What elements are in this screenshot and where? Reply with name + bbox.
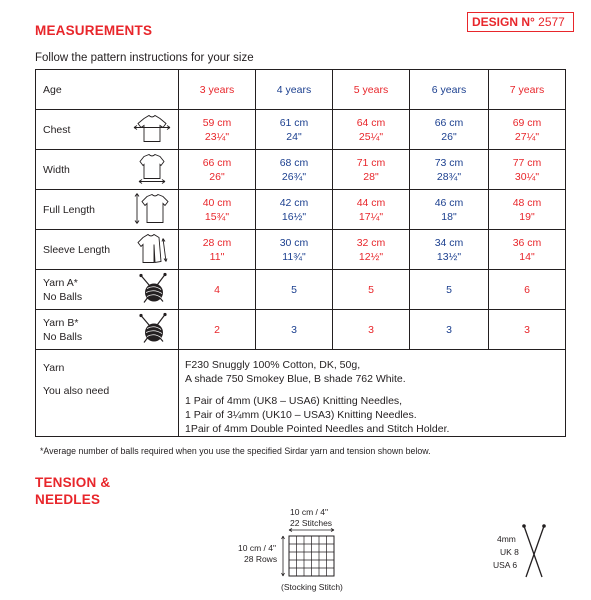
row-label: Sleeve Length: [43, 243, 111, 256]
needle-uk-label: UK 8: [500, 547, 519, 557]
cm-value: 28 cm: [202, 236, 232, 249]
cm-value: 71 cm: [356, 156, 386, 169]
cm-value: 77 cm: [512, 156, 542, 169]
cm-value: 42 cm: [279, 196, 309, 209]
cm-value: 40 cm: [202, 196, 232, 209]
design-label: DESIGN N°: [472, 15, 535, 29]
cm-value: 59 cm: [202, 116, 232, 129]
cm-value: 44 cm: [356, 196, 386, 209]
design-number-box: [467, 12, 574, 32]
age-cell: 3 years: [179, 70, 256, 110]
inch-value: 14": [519, 250, 535, 263]
age-cell: 4 years: [256, 70, 333, 110]
inch-value: 30¼": [514, 170, 540, 183]
chest-row: [36, 110, 566, 150]
yarn-ball-icon: [135, 311, 171, 348]
inch-value: 15¾": [204, 210, 230, 223]
inch-value: 13½": [436, 250, 462, 263]
inch-value: 28¾": [436, 170, 462, 183]
yarn-count: 3: [256, 310, 333, 350]
row-label: Yarn A*: [43, 276, 78, 289]
inch-value: 25¼": [358, 130, 384, 143]
length-diagram-icon: [133, 191, 171, 228]
yarn-count: 6: [489, 270, 566, 310]
row-sublabel: No Balls: [43, 330, 83, 343]
inch-value: 28": [363, 170, 379, 183]
age-cell: 6 years: [410, 70, 489, 110]
cm-value: 61 cm: [279, 116, 309, 129]
yarn-count: 3: [489, 310, 566, 350]
cm-value: 66 cm: [202, 156, 232, 169]
age-row: [36, 70, 566, 110]
yarn-count: 3: [333, 310, 410, 350]
cm-value: 66 cm: [434, 116, 464, 129]
yarn-count: 5: [333, 270, 410, 310]
age-cell: 7 years: [489, 70, 566, 110]
needle-usa-label: USA 6: [493, 560, 518, 570]
page-title: MEASUREMENTS: [35, 23, 153, 38]
inch-value: 23¼": [204, 130, 230, 143]
width-row: [36, 150, 566, 190]
cm-value: 73 cm: [434, 156, 464, 169]
sleeve-diagram-icon: [133, 231, 171, 268]
needs-line: 1 Pair of 4mm (UK8 – USA6) Knitting Needles,: [185, 395, 403, 407]
yarn-info-row: [36, 350, 566, 437]
cm-value: 32 cm: [356, 236, 386, 249]
also-need-label: You also need: [43, 385, 110, 397]
footnote: *Average number of balls required when you use the specified Sirdar yarn and tension shown below.: [40, 446, 431, 456]
cm-value: 34 cm: [434, 236, 464, 249]
cm-value: 46 cm: [434, 196, 464, 209]
inch-value: 19": [519, 210, 535, 223]
inch-value: 26": [441, 130, 457, 143]
yarn-label: Yarn: [43, 362, 65, 374]
inch-value: 11": [209, 250, 225, 263]
chest-diagram-icon: [133, 112, 171, 147]
tension-title-line2: NEEDLES: [35, 492, 101, 507]
width-diagram-icon: [133, 152, 171, 187]
inch-value: 12½": [358, 250, 384, 263]
inch-value: 27¼": [514, 130, 540, 143]
tension-rows-label: 28 Rows: [244, 554, 278, 564]
yarn-count: 4: [179, 270, 256, 310]
cm-value: 69 cm: [512, 116, 542, 129]
cm-value: 64 cm: [356, 116, 386, 129]
inch-value: 17¼": [358, 210, 384, 223]
inch-value: 18": [441, 210, 457, 223]
yarn-ball-icon: [135, 271, 171, 308]
yarn-a-row: [36, 270, 566, 310]
inch-value: 16½": [281, 210, 307, 223]
row-label: Full Length: [43, 203, 95, 216]
cm-value: 36 cm: [512, 236, 542, 249]
row-label: Yarn B*: [43, 316, 79, 329]
row-label: Width: [43, 163, 70, 176]
needle-mm-label: 4mm: [497, 534, 516, 544]
design-number: 2577: [538, 15, 565, 29]
needs-line: 1 Pair of 3¼mm (UK10 – USA3) Knitting Needles.: [185, 409, 417, 421]
yarn-line: A shade 750 Smokey Blue, B shade 762 White.: [185, 373, 406, 385]
tension-heading: [35, 474, 110, 508]
intro-text: Follow the pattern instructions for your size: [35, 52, 254, 64]
cm-value: 68 cm: [279, 156, 309, 169]
cm-value: 48 cm: [512, 196, 542, 209]
inch-value: 26": [209, 170, 225, 183]
row-label: Chest: [43, 123, 71, 136]
inch-value: 11¾": [282, 250, 306, 263]
yarn-count: 2: [179, 310, 256, 350]
age-cell: 5 years: [333, 70, 410, 110]
yarn-b-row: [36, 310, 566, 350]
sleeve-length-row: [36, 230, 566, 270]
tension-square-diagram: [280, 528, 340, 583]
inch-value: 24": [286, 130, 302, 143]
needs-line: 1Pair of 4mm Double Pointed Needles and Stitch Holder.: [185, 423, 450, 435]
yarn-count: 5: [410, 270, 489, 310]
tension-caption: (Stocking Stitch): [281, 582, 343, 592]
tension-stitches-label: 22 Stitches: [290, 518, 333, 528]
tension-height-label: 10 cm / 4": [238, 543, 276, 553]
knitting-needles-icon: [520, 522, 548, 585]
tension-title-line1: TENSION &: [35, 475, 111, 490]
full-length-row: [36, 190, 566, 230]
age-label: Age: [43, 83, 62, 96]
tension-width-label: 10 cm / 4": [290, 507, 328, 517]
inch-value: 26¾": [281, 170, 307, 183]
row-sublabel: No Balls: [43, 290, 83, 303]
cm-value: 30 cm: [279, 236, 309, 249]
measurements-table: [35, 69, 566, 437]
yarn-line: F230 Snuggly 100% Cotton, DK, 50g,: [185, 359, 361, 371]
yarn-count: 5: [256, 270, 333, 310]
yarn-count: 3: [410, 310, 489, 350]
